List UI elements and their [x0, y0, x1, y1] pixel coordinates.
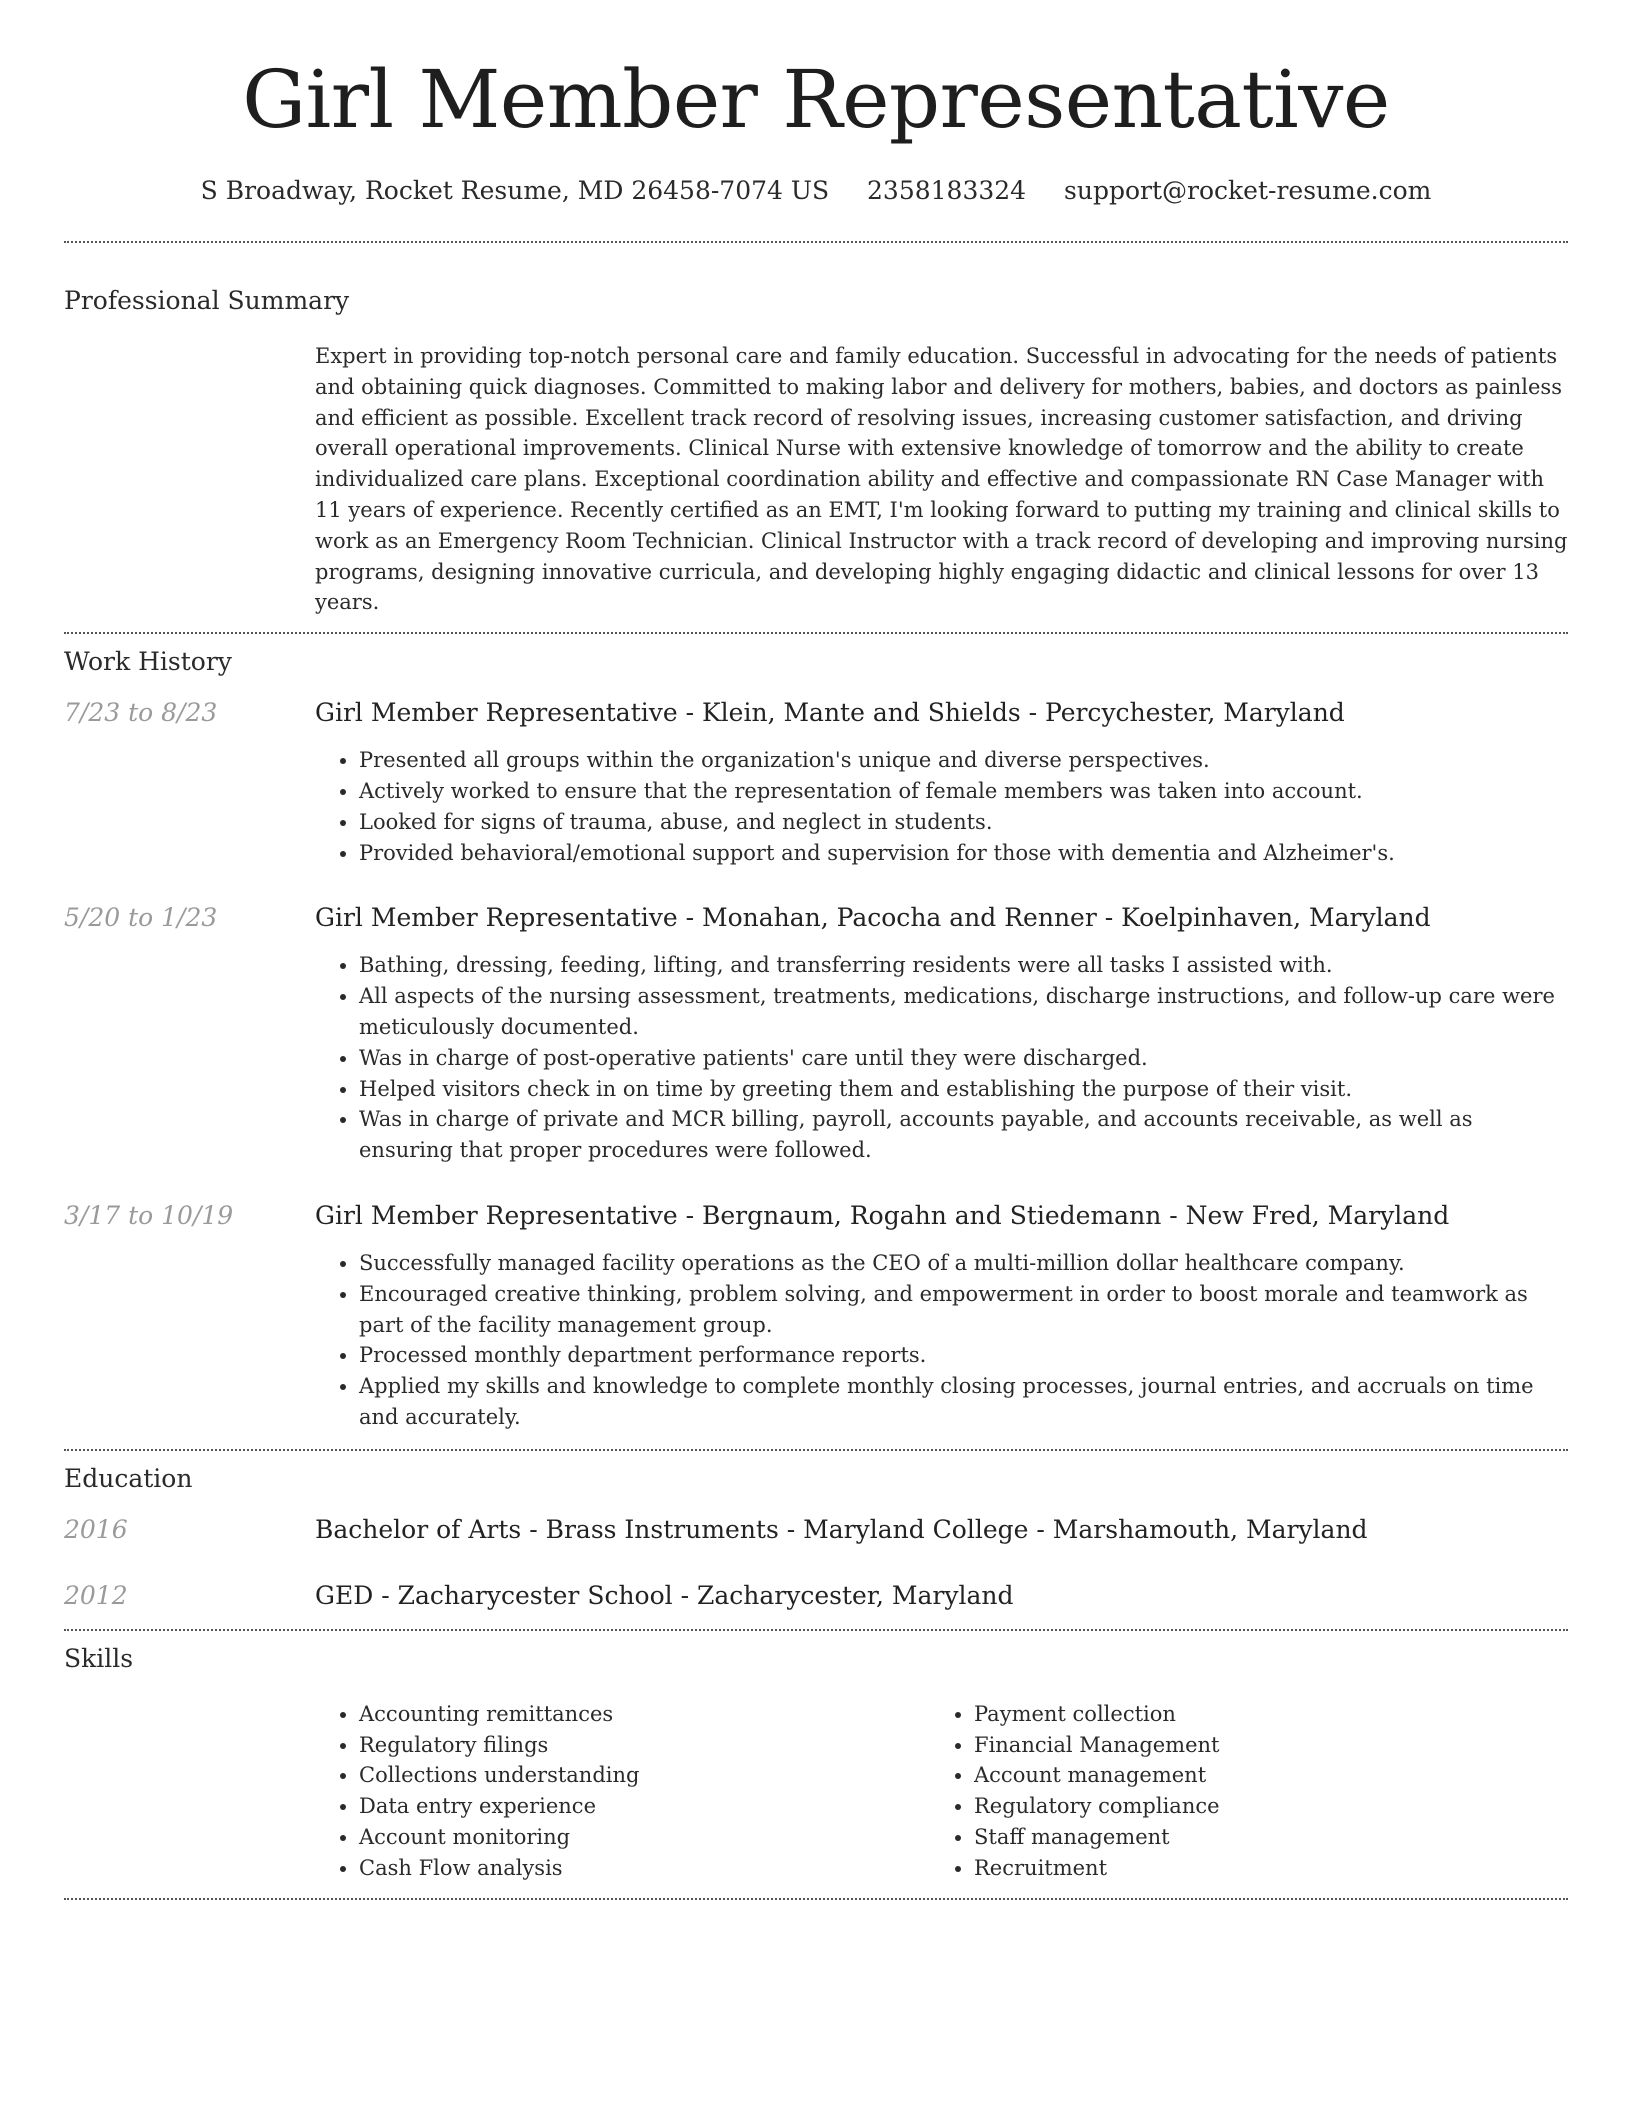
candidate-name: Girl Member Representative	[242, 53, 1390, 146]
job-bullet: • Provided behavioral/emotional support and supervision for those with dementia and Alzheimer's.	[359, 838, 1568, 869]
section-divider	[64, 1898, 1568, 1900]
job-bullet: • Processed monthly department performance reports.	[359, 1340, 1568, 1371]
contact-phone: 2358183324	[867, 176, 1027, 205]
education-year: 2016	[64, 1514, 128, 1544]
job-headline: Girl Member Representative - Klein, Mante and Shields - Percychester, Maryland	[315, 698, 1345, 728]
summary-text: Expert in providing top-notch personal care and family education. Successful in advocating for the needs of patients and obtaining quick diagnoses. Committed to making labor and delivery for mothers, babies, and doctors as painless and efficient as possible. Excellent track record of resolving issues, increasing customer satisfaction, and driving overall operational improvements. Clinical Nurse with extensive knowledge of tomorrow and the ability to create individualized care plans. Exceptional coordination ability and effective and compassionate RN Case Manager with 11 years of experience. Recently certified as an EMT, I'm looking forward to putting my training and clinical skills to work as an Emergency Room Technician. Clinical Instructor with a track record of developing and improving nursing programs, designing innovative curricula, and developing highly engaging didactic and clinical lessons for over 13 years.	[315, 344, 1568, 615]
skill-item: • Payment collection	[974, 1699, 1545, 1730]
job-dates: 5/20 to 1/23	[64, 903, 218, 933]
education-headline: GED - Zacharycester School - Zacharycester, Maryland	[315, 1580, 1014, 1610]
skill-item: • Data entry experience	[359, 1791, 930, 1822]
education-headline: Bachelor of Arts - Brass Instruments - Maryland College - Marshamouth, Maryland	[315, 1514, 1368, 1544]
job-dates: 3/17 to 10/19	[64, 1200, 234, 1230]
education-year: 2012	[64, 1580, 128, 1610]
skill-item: • Recruitment	[974, 1853, 1545, 1884]
skill-item: • Account management	[974, 1760, 1545, 1791]
job-headline: Girl Member Representative - Monahan, Pacocha and Renner - Koelpinhaven, Maryland	[315, 903, 1431, 933]
skills-column-right	[930, 1699, 1545, 1884]
skill-item: • Regulatory compliance	[974, 1791, 1545, 1822]
job-entry	[64, 1199, 1568, 1433]
job-bullet: • Helped visitors check in on time by greeting them and establishing the purpose of their visit.	[359, 1074, 1568, 1105]
job-bullets	[315, 745, 1568, 868]
contact-address: S Broadway, Rocket Resume, MD 26458-7074 US	[200, 176, 830, 205]
job-bullet: • Encouraged creative thinking, problem solving, and empowerment in order to boost morale and teamwork as part of the facility management group.	[359, 1279, 1568, 1341]
work-history-title: Work History	[64, 647, 232, 677]
summary-section	[64, 285, 1568, 632]
section-divider	[64, 1449, 1568, 1451]
skill-item: • Collections understanding	[359, 1760, 930, 1791]
skills-list	[315, 1699, 1568, 1898]
skill-item: • Regulatory filings	[359, 1730, 930, 1761]
job-bullet: • Applied my skills and knowledge to complete monthly closing processes, journal entries, and accruals on time and accurately.	[359, 1371, 1568, 1433]
education-title: Education	[64, 1463, 193, 1493]
job-bullet: • Looked for signs of trauma, abuse, and neglect in students.	[359, 807, 1568, 838]
skills-title: Skills	[64, 1643, 134, 1673]
contact-email: support@rocket-resume.com	[1064, 176, 1432, 205]
skill-item: • Financial Management	[974, 1730, 1545, 1761]
skills-column-left	[315, 1699, 930, 1884]
job-dates: 7/23 to 8/23	[64, 698, 218, 728]
job-bullet: • Was in charge of private and MCR billing, payroll, accounts payable, and accounts receivable, as well as ensuring that proper procedures were followed.	[359, 1104, 1568, 1166]
skill-item: • Staff management	[974, 1822, 1545, 1853]
skill-item: • Accounting remittances	[359, 1699, 930, 1730]
education-entry	[64, 1513, 1568, 1547]
job-entry	[64, 901, 1568, 1166]
job-entry	[64, 696, 1568, 868]
education-entry	[64, 1579, 1568, 1613]
job-bullet: • Was in charge of post-operative patients' care until they were discharged.	[359, 1043, 1568, 1074]
section-divider	[64, 241, 1568, 243]
section-divider	[64, 1629, 1568, 1631]
job-bullet: • All aspects of the nursing assessment, treatments, medications, discharge instructions, and follow-up care were meticulously documented.	[359, 981, 1568, 1043]
summary-title: Professional Summary	[64, 286, 350, 315]
work-history-section	[64, 646, 1568, 1433]
job-bullet: • Presented all groups within the organization's unique and diverse perspectives.	[359, 745, 1568, 776]
skill-item: • Account monitoring	[359, 1822, 930, 1853]
job-bullet: • Actively worked to ensure that the representation of female members was taken into account.	[359, 776, 1568, 807]
job-headline: Girl Member Representative - Bergnaum, Rogahn and Stiedemann - New Fred, Maryland	[315, 1200, 1450, 1230]
job-bullets	[315, 1248, 1568, 1433]
job-bullet: • Successfully managed facility operations as the CEO of a multi-million dollar healthcare company.	[359, 1248, 1568, 1279]
job-bullet: • Bathing, dressing, feeding, lifting, and transferring residents were all tasks I assisted with.	[359, 950, 1568, 981]
education-section	[64, 1463, 1568, 1613]
skills-section	[64, 1643, 1568, 1898]
contact-line	[64, 174, 1568, 208]
skill-item: • Cash Flow analysis	[359, 1853, 930, 1884]
section-divider	[64, 632, 1568, 634]
job-bullets	[315, 950, 1568, 1166]
